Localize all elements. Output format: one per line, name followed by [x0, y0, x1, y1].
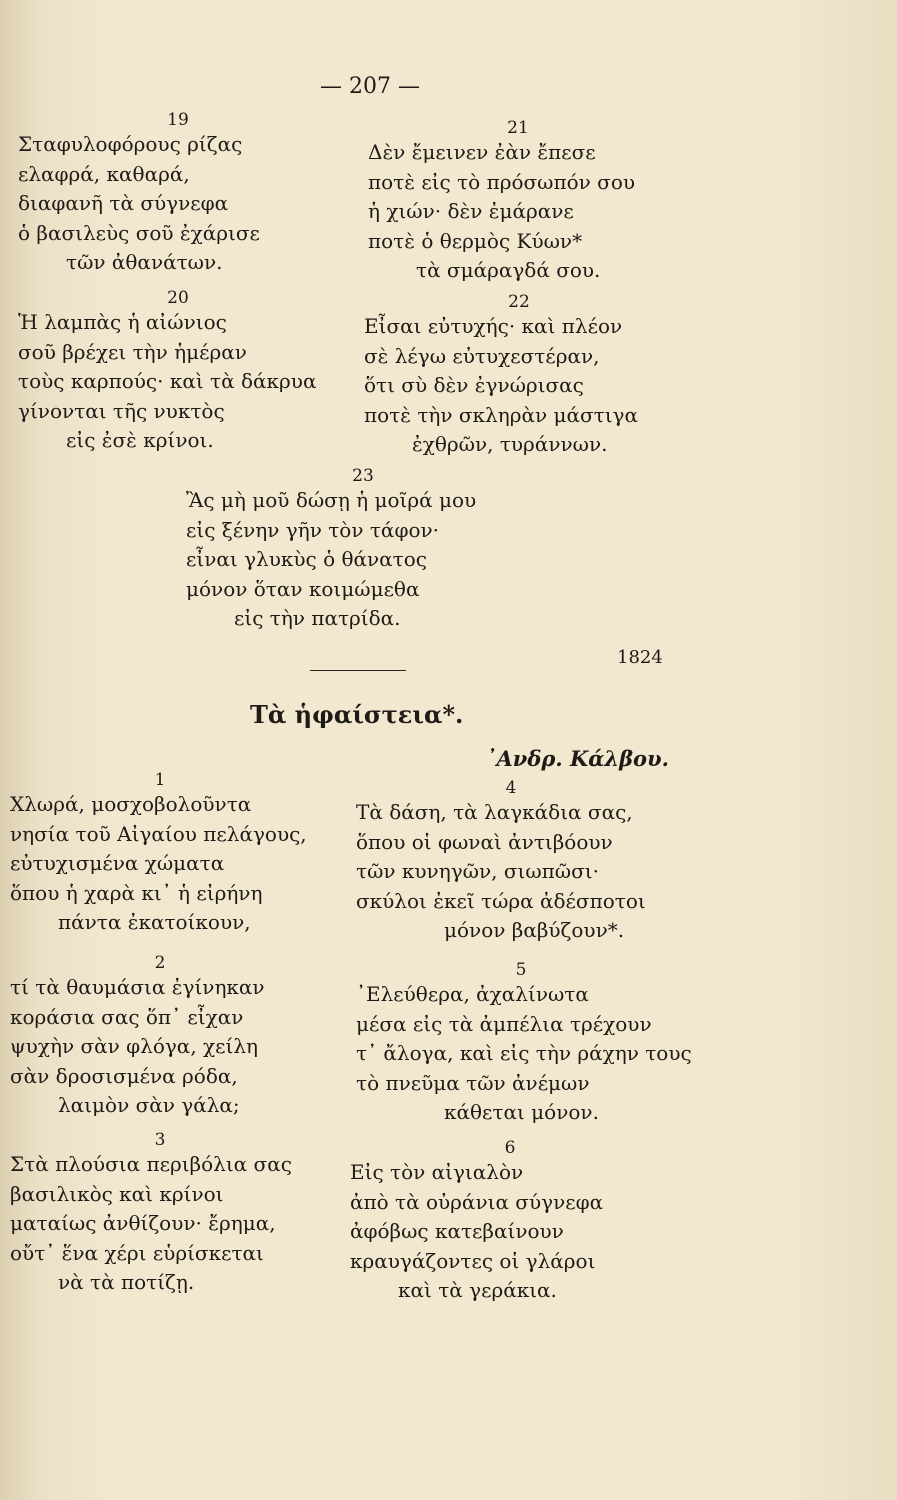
stanza-number: 4 — [505, 778, 517, 798]
poem-author: ᾿Ανδρ. Κάλβου. — [486, 746, 669, 771]
stanza-number: 5 — [515, 960, 527, 980]
verse-line: Χλωρά, μοσχοβολοῦντα — [10, 792, 252, 816]
poem-date: 1824 — [617, 647, 663, 668]
stanza-21 — [368, 118, 668, 286]
verse-line: εἶναι γλυκὺς ὁ θάνατος — [186, 547, 427, 571]
stanza-number: 19 — [167, 110, 189, 130]
verse-line: ὅτι σὺ δὲν ἐγνώρισας — [364, 373, 584, 397]
verse-line: Στὰ πλούσια περιβόλια σας — [10, 1152, 292, 1176]
verse-line: τ᾿ ἄλογα, καὶ εἰς τὴν ράχην τους — [356, 1041, 692, 1065]
verse-line: Ἂς μὴ μοῦ δώσῃ ἡ μοῖρά μου — [186, 488, 477, 512]
verse-line: ἐχθρῶν, τυράννων. — [412, 432, 608, 456]
verse-line: ᾿Ελεύθερα, ἀχαλίνωτα — [356, 982, 589, 1006]
verse-line: εἰς ξένην γῆν τὸν τάφον· — [186, 517, 439, 542]
verse-line: κάθεται μόνον. — [444, 1100, 599, 1124]
verse-line: κραυγάζοντες οἱ γλάροι — [350, 1248, 596, 1273]
stanza-number: 6 — [504, 1138, 516, 1158]
stanza-number: 22 — [508, 292, 530, 312]
stanza-number: 20 — [167, 288, 189, 308]
verse-line: τῶν κυνηγῶν, σιωπῶσι· — [356, 859, 599, 883]
page-number: — 207 — — [320, 74, 420, 99]
verse-line: σὲ λέγω εὐτυχεστέραν, — [364, 343, 600, 368]
stanza-23 — [186, 466, 566, 634]
stanza-19 — [18, 110, 348, 278]
stanza-5 — [356, 960, 716, 1128]
verse-line: εἰς ἐσὲ κρίνοι. — [66, 428, 214, 452]
verse-line: σὰν δροσισμένα ρόδα, — [10, 1063, 238, 1088]
verse-line: ἀπὸ τὰ οὐράνια σύγνεφα — [350, 1189, 604, 1214]
verse-line: νὰ τὰ ποτίζῃ. — [58, 1270, 195, 1294]
verse-line: λαιμὸν σὰν γάλα; — [58, 1093, 240, 1117]
verse-line: μόνον ὅταν κοιμώμεθα — [186, 576, 420, 601]
verse-line: ἡ χιών· δὲν ἐμάρανε — [368, 199, 574, 223]
verse-line: τὰ σμάραγδά σου. — [416, 258, 601, 282]
verse-line: καὶ τὰ γεράκια. — [398, 1278, 557, 1302]
stanza-number: 3 — [154, 1130, 166, 1150]
verse-line: μέσα εἰς τὰ ἀμπέλια τρέχουν — [356, 1011, 652, 1036]
verse-line: εὐτυχισμένα χώματα — [10, 851, 225, 875]
verse-line: Ἡ λαμπὰς ἡ αἰώνιος — [18, 310, 227, 334]
stanza-number: 1 — [154, 770, 166, 790]
verse-line: οὔτ᾿ ἕνα χέρι εὑρίσκεται — [10, 1240, 264, 1265]
poem-title: Τὰ ἡφαίστεια*. — [250, 700, 464, 729]
stanza-3 — [10, 1130, 340, 1298]
stanza-2 — [10, 953, 340, 1121]
verse-line: σοῦ βρέχει τὴν ἡμέραν — [18, 339, 247, 364]
verse-line: ματαίως ἀνθίζουν· ἔρημα, — [10, 1211, 276, 1235]
verse-line: ποτὲ τὴν σκληρὰν μάστιγα — [364, 402, 639, 427]
verse-line: ποτὲ εἰς τὸ πρόσωπόν σου — [368, 169, 636, 194]
stanza-6 — [350, 1138, 680, 1306]
stanza-1 — [10, 770, 340, 938]
verse-line: Δὲν ἔμεινεν ἐὰν ἔπεσε — [368, 140, 596, 164]
verse-line: βασιλικὸς καὶ κρίνοι — [10, 1181, 224, 1206]
verse-line: γίνονται τῆς νυκτὸς — [18, 398, 225, 423]
stanza-number: 21 — [507, 118, 529, 138]
stanza-number: 23 — [352, 466, 374, 486]
verse-line: ἀφόβως κατεβαίνουν — [350, 1219, 564, 1243]
verse-line: τί τὰ θαυμάσια ἐγίνηκαν — [10, 975, 265, 999]
verse-line: ὅπου οἱ φωναὶ ἀντιβόουν — [356, 829, 613, 854]
verse-line: κοράσια σας ὅπ᾿ εἶχαν — [10, 1004, 244, 1029]
stanza-number: 2 — [154, 953, 166, 973]
verse-line: τὸ πνεῦμα τῶν ἀνέμων — [356, 1070, 590, 1095]
verse-line: ποτὲ ὁ θερμὸς Κύων* — [368, 228, 583, 253]
verse-line: Εἶσαι εὐτυχής· καὶ πλέον — [364, 314, 623, 338]
verse-line: νησία τοῦ Αἰγαίου πελάγους, — [10, 821, 307, 846]
verse-line: Εἰς τὸν αἰγιαλὸν — [350, 1160, 524, 1184]
verse-line: τοὺς καρπούς· καὶ τὰ δάκρυα — [18, 369, 317, 393]
stanza-4 — [356, 778, 686, 946]
verse-line: Τὰ δάση, τὰ λαγκάδια σας, — [356, 800, 633, 824]
verse-line: ψυχὴν σὰν φλόγα, χείλη — [10, 1034, 259, 1058]
verse-line: εἰς τὴν πατρίδα. — [234, 606, 401, 630]
stanza-22 — [364, 292, 674, 460]
verse-line: ὅπου ἡ χαρὰ κι᾿ ἡ εἰρήνη — [10, 880, 263, 905]
verse-line: ὁ βασιλεὺς σοῦ ἐχάρισε — [18, 220, 260, 245]
verse-line: τῶν ἀθανάτων. — [66, 250, 223, 274]
verse-line: πάντα ἐκατοίκουν, — [58, 910, 251, 934]
verse-line: διαφανῆ τὰ σύγνεφα — [18, 191, 229, 215]
verse-line: ελαφρά, καθαρά, — [18, 161, 190, 186]
section-divider — [310, 670, 406, 671]
verse-line: σκύλοι ἐκεῖ τώρα ἀδέσποτοι — [356, 888, 646, 913]
verse-line: μόνον βαβύζουν*. — [444, 918, 625, 942]
stanza-20 — [18, 288, 348, 456]
verse-line: Σταφυλοφόρους ρίζας — [18, 132, 243, 156]
